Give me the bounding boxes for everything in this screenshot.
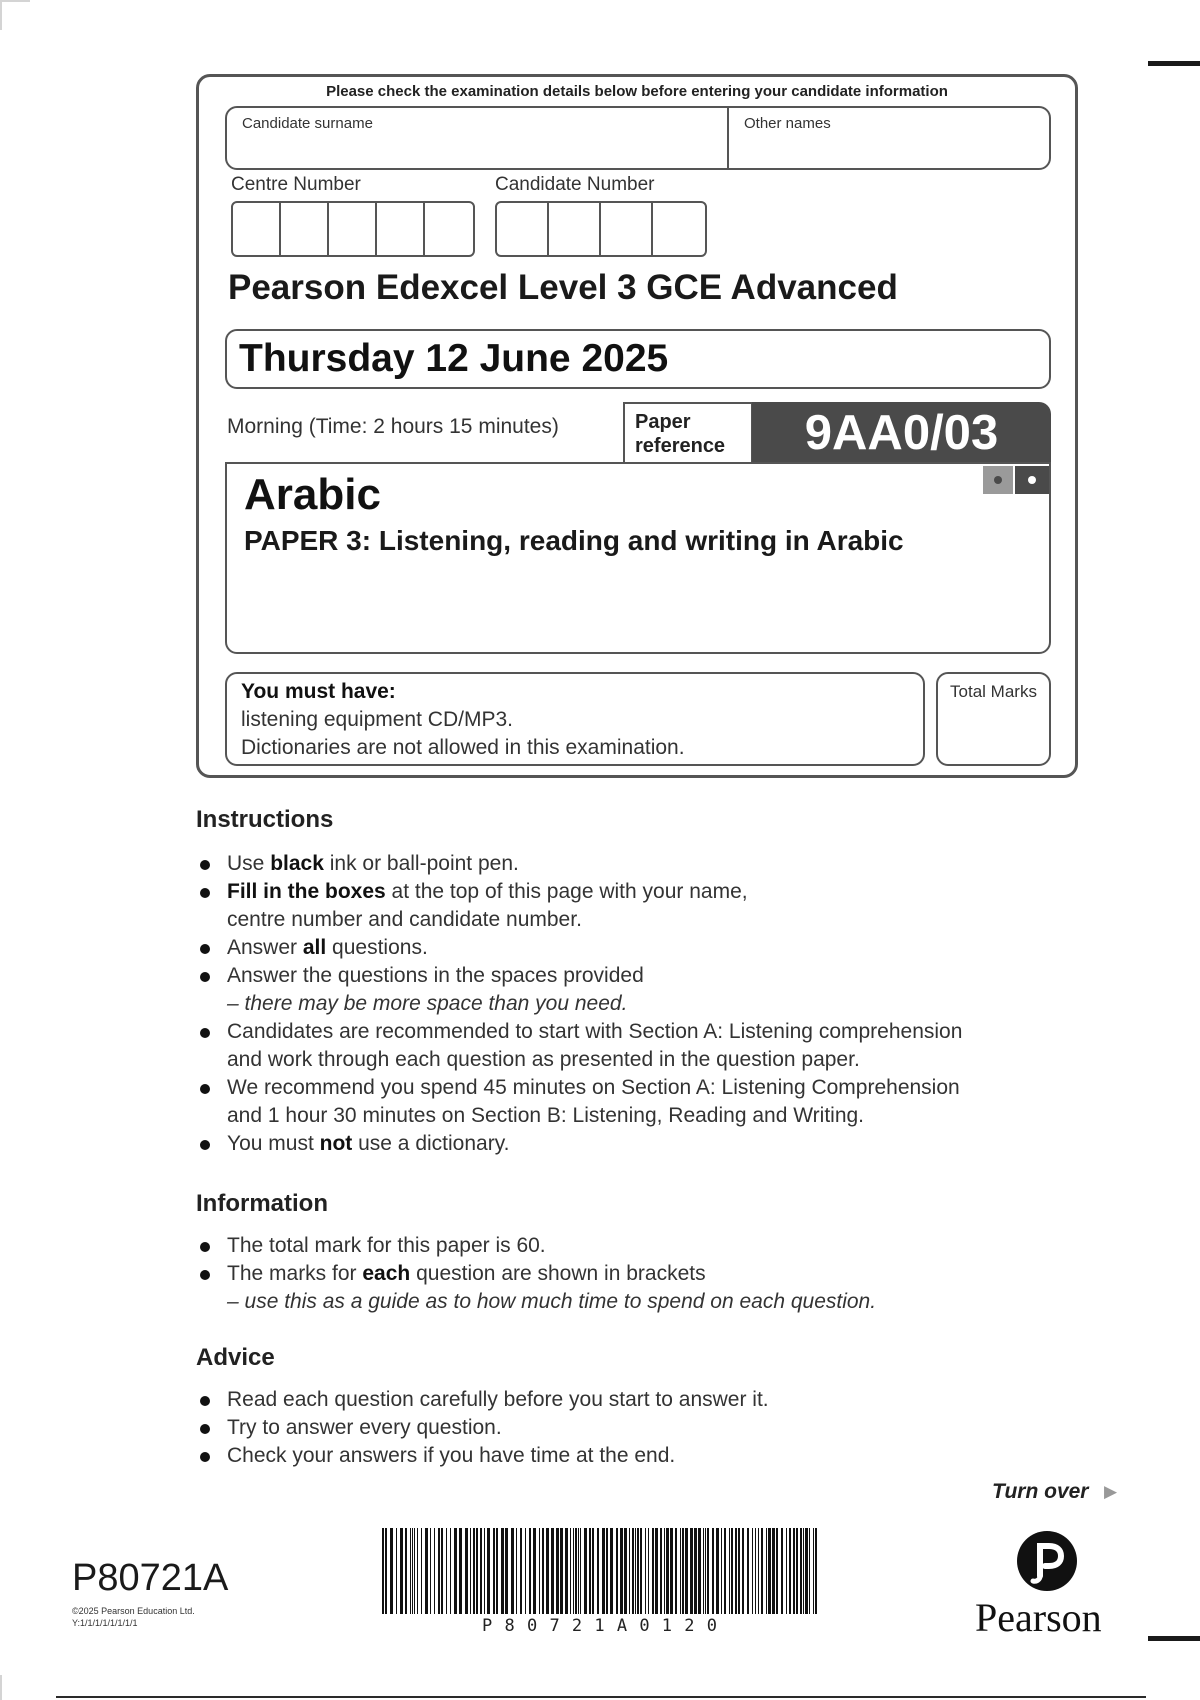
barcode-bar [616, 1528, 618, 1614]
barcode-bar [685, 1528, 688, 1614]
candidate-number-digit[interactable] [653, 203, 705, 255]
barcode-bar [655, 1528, 658, 1614]
barcode-bar [425, 1528, 428, 1614]
barcode-bar [580, 1528, 581, 1614]
instructions-item: – there may be more space than you need. [227, 992, 628, 1015]
barcode-bar [450, 1528, 451, 1614]
must-have-line: Dictionaries are not allowed in this examination. [241, 736, 685, 759]
paper-id: P80721A [72, 1557, 229, 1599]
turn-over-arrow-icon: ▶ [1104, 1482, 1118, 1501]
barcode-bar [396, 1528, 397, 1614]
barcode-bar [382, 1528, 384, 1614]
barcode-bar [476, 1528, 478, 1614]
publisher-wordmark: Pearson [975, 1595, 1102, 1640]
paper-reference-label-line2: reference [635, 435, 726, 457]
barcode-bar [602, 1528, 605, 1614]
barcode-bar [589, 1528, 591, 1614]
barcode [380, 1528, 820, 1614]
instructions-item: Candidates are recommended to start with Section A: Listening comprehension [198, 1018, 1098, 1046]
barcode-bar [712, 1528, 714, 1614]
barcode-bar [729, 1528, 730, 1614]
barcode-bar [675, 1528, 677, 1614]
paper-title: PAPER 3: Listening, reading and writing in Arabic [244, 525, 904, 556]
barcode-bar [620, 1528, 623, 1614]
centre-number-digit[interactable] [233, 203, 281, 255]
advice-item: Read each question carefully before you start to answer it. [198, 1386, 1098, 1414]
barcode-bar [441, 1528, 443, 1614]
dot-marker-icon [1028, 476, 1036, 484]
dot-marker-icon [994, 476, 1002, 484]
barcode-bar [542, 1528, 544, 1614]
barcode-bar [635, 1528, 636, 1614]
barcode-bar [624, 1528, 627, 1614]
exam-date: Thursday 12 June 2025 [225, 329, 1051, 389]
barcode-bar [809, 1528, 810, 1614]
barcode-bar [768, 1528, 771, 1614]
barcode-bar [742, 1528, 744, 1614]
barcode-bar [480, 1528, 482, 1614]
barcode-bar [682, 1528, 684, 1614]
barcode-bar [772, 1528, 775, 1614]
information-item: – use this as a guide as to how much time to spend on each question. [227, 1290, 877, 1313]
instructions-item: Answer the questions in the spaces provided [198, 962, 1098, 990]
barcode-bar [410, 1528, 411, 1614]
barcode-number: P 8 0 7 2 1 A 0 1 2 0 [482, 1616, 718, 1636]
barcode-bar [501, 1528, 504, 1614]
barcode-bar [761, 1528, 763, 1614]
barcode-bar [776, 1528, 778, 1614]
barcode-bar [703, 1528, 704, 1614]
centre-number-digit[interactable] [329, 203, 377, 255]
subject-title: Arabic [244, 470, 381, 519]
candidate-surname-field[interactable] [227, 108, 729, 168]
barcode-bar [570, 1528, 571, 1614]
total-marks-label: Total Marks [950, 682, 1037, 701]
candidate-number-digit[interactable] [497, 203, 549, 255]
pearson-logo-icon [1016, 1530, 1078, 1592]
barcode-bar [560, 1528, 563, 1614]
barcode-bar [505, 1528, 508, 1614]
centre-number-digit[interactable] [425, 203, 473, 255]
barcode-bar [465, 1528, 468, 1614]
barcode-bar [533, 1528, 536, 1614]
barcode-bar [781, 1528, 783, 1614]
barcode-bar [670, 1528, 673, 1614]
barcode-bar [539, 1528, 540, 1614]
barcode-bar [640, 1528, 642, 1614]
barcode-bar [666, 1528, 669, 1614]
barcode-bar [412, 1528, 413, 1614]
barcode-bar [698, 1528, 701, 1614]
copyright-line: ©2025 Pearson Education Ltd. [72, 1606, 195, 1616]
advice-heading: Advice [196, 1344, 275, 1371]
barcode-bar [632, 1528, 634, 1614]
candidate-number-digit[interactable] [549, 203, 601, 255]
barcode-bar [516, 1528, 517, 1614]
barcode-bar [694, 1528, 697, 1614]
must-have-box [225, 672, 925, 766]
barcode-bar [417, 1528, 418, 1614]
barcode-bar [680, 1528, 681, 1614]
candidate-name-row [225, 106, 1051, 170]
barcode-bar [430, 1528, 431, 1614]
advice-item: Check your answers if you have time at the end. [198, 1442, 1098, 1470]
barcode-bar [803, 1528, 804, 1614]
other-names-label: Other names [744, 115, 831, 132]
barcode-bar [724, 1528, 726, 1614]
barcode-bar [556, 1528, 559, 1614]
barcode-bar [606, 1528, 608, 1614]
barcode-bar [766, 1528, 767, 1614]
barcode-bar [747, 1528, 749, 1614]
barcode-bar [438, 1528, 440, 1614]
barcode-bar [755, 1528, 756, 1614]
session-time: Morning (Time: 2 hours 15 minutes) [227, 415, 559, 438]
instructions-item: Answer all questions. [198, 934, 1098, 962]
crop-mark [0, 0, 2, 30]
candidate-number-boxes[interactable] [495, 201, 707, 257]
barcode-bar [629, 1528, 630, 1614]
barcode-bar [690, 1528, 693, 1614]
barcode-bar [446, 1528, 447, 1614]
barcode-bar [707, 1528, 709, 1614]
barcode-bar [796, 1528, 798, 1614]
barcode-bar [610, 1528, 613, 1614]
barcode-bar [738, 1528, 740, 1614]
other-names-field[interactable] [729, 108, 1049, 168]
advice-list [198, 1386, 1098, 1470]
barcode-bar [815, 1528, 817, 1614]
barcode-bar [496, 1528, 498, 1614]
instructions-item: You must not use a dictionary. [198, 1130, 1098, 1158]
candidate-number-label: Candidate Number [495, 174, 655, 195]
dark-dot-tab [1015, 466, 1049, 494]
barcode-bar [525, 1528, 526, 1614]
barcode-bar [434, 1528, 435, 1614]
barcode-bar [789, 1528, 791, 1614]
barcode-bar [565, 1528, 568, 1614]
barcode-bar [648, 1528, 649, 1614]
barcode-bar [786, 1528, 787, 1614]
information-item: The total mark for this paper is 60. [198, 1232, 1098, 1260]
print-code-line: Y:1/1/1/1/1/1/1/1 [72, 1618, 138, 1628]
barcode-bar [735, 1528, 737, 1614]
instructions-item: Fill in the boxes at the top of this page with your name, [198, 878, 1098, 906]
instructions-item: and 1 hour 30 minutes on Section B: Listening, Reading and Writing. [227, 1104, 865, 1127]
barcode-bar [705, 1528, 706, 1614]
must-have-heading: You must have: [241, 680, 396, 703]
barcode-bar [551, 1528, 554, 1614]
barcode-bar [758, 1528, 759, 1614]
total-marks-box[interactable] [936, 672, 1051, 766]
barcode-bar [805, 1528, 808, 1614]
instructions-heading: Instructions [196, 806, 334, 833]
information-list [198, 1232, 1098, 1316]
centre-number-label: Centre Number [231, 174, 361, 195]
barcode-bar [520, 1528, 522, 1614]
centre-number-digit[interactable] [377, 203, 425, 255]
bottom-rule [56, 1696, 1146, 1698]
barcode-bar [584, 1528, 587, 1614]
barcode-bar [405, 1528, 407, 1614]
barcode-bar [414, 1528, 415, 1614]
barcode-bar [573, 1528, 574, 1614]
barcode-bar [652, 1528, 654, 1614]
instructions-list [198, 850, 1098, 1158]
barcode-bar [813, 1528, 814, 1614]
barcode-bar [421, 1528, 422, 1614]
information-heading: Information [196, 1190, 328, 1217]
barcode-bar [385, 1528, 387, 1614]
qualification-title: Pearson Edexcel Level 3 GCE Advanced [228, 268, 898, 307]
barcode-bar [529, 1528, 531, 1614]
information-item: The marks for each question are shown in brackets [198, 1260, 1098, 1288]
barcode-bar [487, 1528, 490, 1614]
barcode-bar [454, 1528, 457, 1614]
barcode-bar [473, 1528, 475, 1614]
barcode-bar [575, 1528, 577, 1614]
barcode-bar [578, 1528, 579, 1614]
edge-mark [1148, 1636, 1200, 1641]
barcode-bar [592, 1528, 594, 1614]
barcode-bar [731, 1528, 733, 1614]
barcode-bar [511, 1528, 514, 1614]
barcode-bar [637, 1528, 639, 1614]
centre-number-digit[interactable] [281, 203, 329, 255]
instructions-item: Use black ink or ball-point pen. [198, 850, 1098, 878]
crop-mark [0, 1675, 2, 1700]
barcode-bar [546, 1528, 549, 1614]
instructions-item: and work through each question as presented in the question paper. [227, 1048, 860, 1071]
candidate-surname-label: Candidate surname [242, 115, 373, 132]
barcode-bar [400, 1528, 403, 1614]
barcode-bar [800, 1528, 802, 1614]
advice-item: Try to answer every question. [198, 1414, 1098, 1442]
check-details-note: Please check the examination details below before entering your candidate information [326, 83, 948, 100]
must-have-line: listening equipment CD/MP3. [241, 708, 513, 731]
barcode-bar [660, 1528, 662, 1614]
barcode-bar [597, 1528, 599, 1614]
barcode-bar [459, 1528, 462, 1614]
instructions-item: We recommend you spend 45 minutes on Section A: Listening Comprehension [198, 1074, 1098, 1102]
candidate-number-digit[interactable] [601, 203, 653, 255]
centre-number-boxes[interactable] [231, 201, 475, 257]
barcode-bar [721, 1528, 722, 1614]
copyright [72, 1605, 195, 1629]
barcode-bar [470, 1528, 471, 1614]
barcode-bar [493, 1528, 495, 1614]
barcode-bar [716, 1528, 719, 1614]
barcode-bar [793, 1528, 795, 1614]
barcode-bar [390, 1528, 393, 1614]
paper-reference-label-line1: Paper [635, 411, 691, 433]
instructions-item: centre number and candidate number. [227, 908, 582, 931]
barcode-bar [752, 1528, 753, 1614]
edge-mark [1148, 61, 1200, 66]
paper-reference-label [623, 402, 753, 464]
grey-dot-tab [983, 466, 1013, 494]
crop-mark [0, 0, 30, 2]
barcode-bar [664, 1528, 665, 1614]
paper-reference-code: 9AA0/03 [752, 402, 1051, 464]
barcode-bar [645, 1528, 646, 1614]
barcode-bar [484, 1528, 485, 1614]
turn-over-label: Turn over [992, 1480, 1089, 1503]
